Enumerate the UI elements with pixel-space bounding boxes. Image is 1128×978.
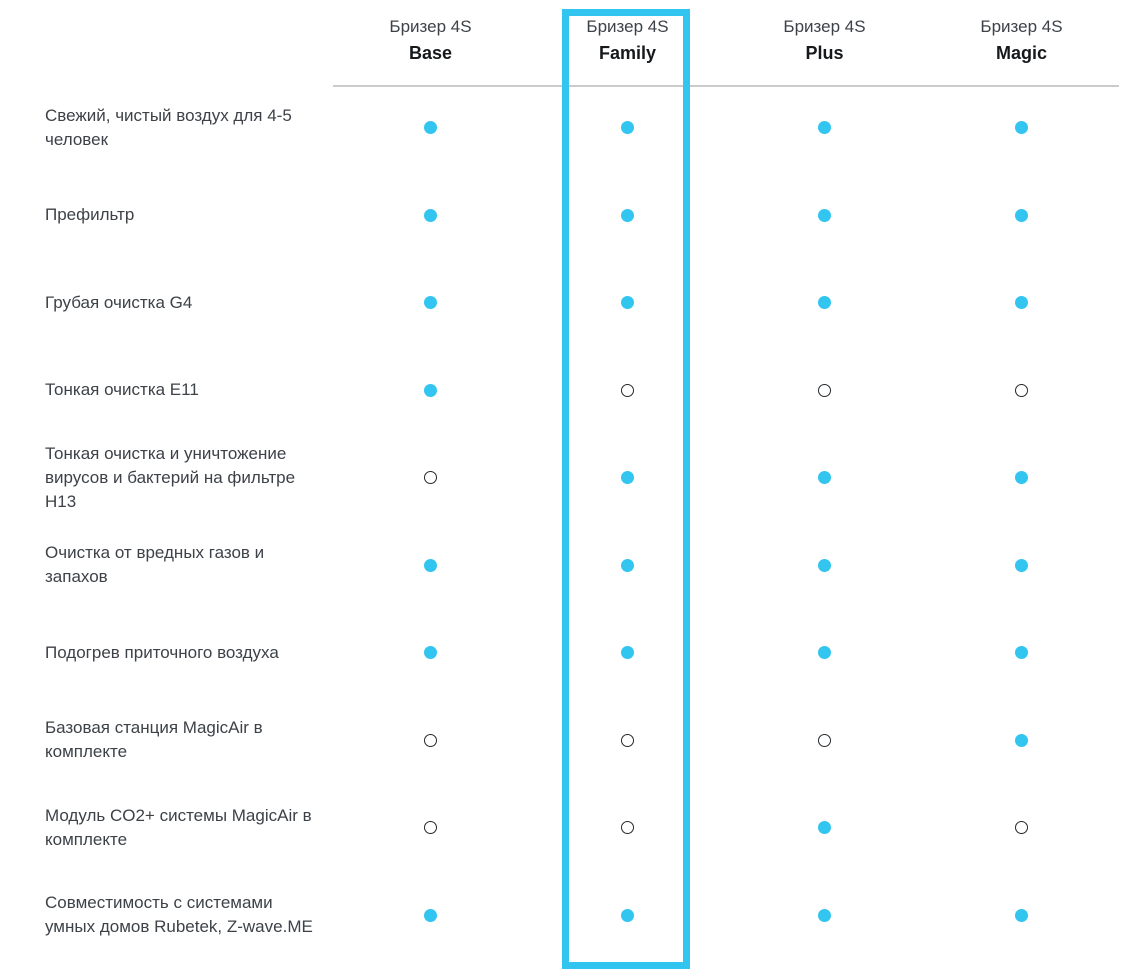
- feature-label: Префильтр: [45, 205, 135, 225]
- feature-cell: [726, 209, 923, 222]
- feature-included-dot: [621, 559, 634, 572]
- feature-cell: [726, 471, 923, 484]
- feature-label: Свежий, чистый воздух для 4-5 человек: [45, 105, 292, 149]
- feature-included-dot: [1015, 296, 1028, 309]
- feature-included-dot: [424, 909, 437, 922]
- feature-cell: [923, 909, 1120, 922]
- header-spacer: [0, 0, 332, 84]
- feature-included-dot: [818, 909, 831, 922]
- feature-included-dot: [424, 209, 437, 222]
- feature-cell: [529, 821, 726, 834]
- feature-cell: [923, 296, 1120, 309]
- feature-excluded-circle: [818, 734, 831, 747]
- feature-included-dot: [818, 209, 831, 222]
- feature-included-dot: [621, 646, 634, 659]
- feature-label: Подогрев приточного воздуха: [45, 642, 279, 662]
- feature-cell: [529, 384, 726, 397]
- column-variant-name: Magic: [995, 43, 1047, 63]
- feature-included-dot: [424, 384, 437, 397]
- feature-included-dot: [424, 121, 437, 134]
- feature-excluded-circle: [621, 384, 634, 397]
- column-header-base[interactable]: [332, 0, 529, 84]
- feature-excluded-circle: [818, 384, 831, 397]
- feature-included-dot: [424, 559, 437, 572]
- feature-row: [0, 84, 1120, 172]
- feature-cell: [726, 734, 923, 747]
- feature-excluded-circle: [424, 821, 437, 834]
- feature-row: [0, 434, 1120, 522]
- feature-cell: [529, 209, 726, 222]
- feature-cell: [529, 559, 726, 572]
- feature-cell: [332, 646, 529, 659]
- feature-label: Тонкая очистка E11: [45, 380, 199, 400]
- feature-cell: [923, 646, 1120, 659]
- feature-cell: [529, 909, 726, 922]
- feature-cell: [529, 296, 726, 309]
- feature-row: [0, 872, 1120, 960]
- feature-label: Грубая очистка G4: [45, 292, 193, 312]
- feature-cell: [726, 121, 923, 134]
- feature-cell: [332, 121, 529, 134]
- feature-cell: [923, 821, 1120, 834]
- feature-cell: [726, 646, 923, 659]
- feature-excluded-circle: [424, 471, 437, 484]
- feature-included-dot: [1015, 471, 1028, 484]
- feature-cell: [923, 384, 1120, 397]
- header-row: [0, 0, 1128, 84]
- feature-cell: [726, 559, 923, 572]
- feature-row: [0, 172, 1120, 260]
- feature-cell: [923, 734, 1120, 747]
- feature-cell: [923, 121, 1120, 134]
- feature-excluded-circle: [621, 821, 634, 834]
- feature-cell: [529, 646, 726, 659]
- feature-cell: [332, 296, 529, 309]
- feature-included-dot: [621, 296, 634, 309]
- feature-label: Модуль CO2+ системы MagicAir в комплекте: [45, 805, 312, 849]
- feature-row: [0, 697, 1120, 785]
- feature-excluded-circle: [424, 734, 437, 747]
- column-variant-name: Plus: [805, 43, 844, 63]
- feature-included-dot: [1015, 646, 1028, 659]
- feature-label: Тонкая очистка и уничтожение вирусов и бактерий на фильтре H13: [45, 443, 296, 511]
- feature-cell: [923, 471, 1120, 484]
- column-product-name: Бризер 4S: [586, 17, 669, 36]
- feature-excluded-circle: [1015, 821, 1028, 834]
- feature-excluded-circle: [1015, 384, 1028, 397]
- feature-cell: [332, 471, 529, 484]
- feature-included-dot: [424, 646, 437, 659]
- feature-included-dot: [1015, 734, 1028, 747]
- column-header-family[interactable]: [529, 0, 726, 84]
- feature-cell: [726, 296, 923, 309]
- column-product-name: Бризер 4S: [980, 17, 1063, 36]
- feature-included-dot: [1015, 909, 1028, 922]
- feature-row: [0, 347, 1120, 435]
- feature-cell: [332, 734, 529, 747]
- feature-cell: [923, 209, 1120, 222]
- column-variant-name: Family: [598, 43, 657, 63]
- column-product-name: Бризер 4S: [783, 17, 866, 36]
- feature-cell: [923, 559, 1120, 572]
- feature-included-dot: [818, 471, 831, 484]
- feature-label: Очистка от вредных газов и запахов: [45, 543, 265, 587]
- feature-cell: [332, 384, 529, 397]
- feature-cell: [332, 559, 529, 572]
- feature-cell: [332, 909, 529, 922]
- feature-label: Совместимость с системами умных домов Rubetek, Z-wave.ME: [45, 893, 313, 937]
- column-variant-name: Base: [408, 43, 453, 63]
- feature-included-dot: [818, 296, 831, 309]
- feature-included-dot: [621, 121, 634, 134]
- feature-label: Базовая станция MagicAir в комплекте: [45, 718, 263, 762]
- feature-cell: [726, 384, 923, 397]
- feature-rows: [0, 84, 1120, 959]
- feature-row: [0, 522, 1120, 610]
- feature-cell: [529, 121, 726, 134]
- feature-cell: [726, 909, 923, 922]
- feature-included-dot: [424, 296, 437, 309]
- feature-included-dot: [818, 559, 831, 572]
- feature-included-dot: [1015, 209, 1028, 222]
- feature-included-dot: [621, 471, 634, 484]
- column-header-magic[interactable]: [923, 0, 1120, 84]
- feature-row: [0, 259, 1120, 347]
- feature-row: [0, 784, 1120, 872]
- feature-row: [0, 609, 1120, 697]
- feature-cell: [332, 209, 529, 222]
- column-product-name: Бризер 4S: [389, 17, 472, 36]
- feature-cell: [332, 821, 529, 834]
- feature-cell: [529, 471, 726, 484]
- feature-cell: [726, 821, 923, 834]
- feature-included-dot: [818, 821, 831, 834]
- feature-cell: [529, 734, 726, 747]
- feature-included-dot: [621, 209, 634, 222]
- feature-included-dot: [818, 121, 831, 134]
- column-header-plus[interactable]: [726, 0, 923, 84]
- feature-included-dot: [1015, 121, 1028, 134]
- feature-excluded-circle: [621, 734, 634, 747]
- feature-included-dot: [1015, 559, 1028, 572]
- feature-included-dot: [818, 646, 831, 659]
- feature-included-dot: [621, 909, 634, 922]
